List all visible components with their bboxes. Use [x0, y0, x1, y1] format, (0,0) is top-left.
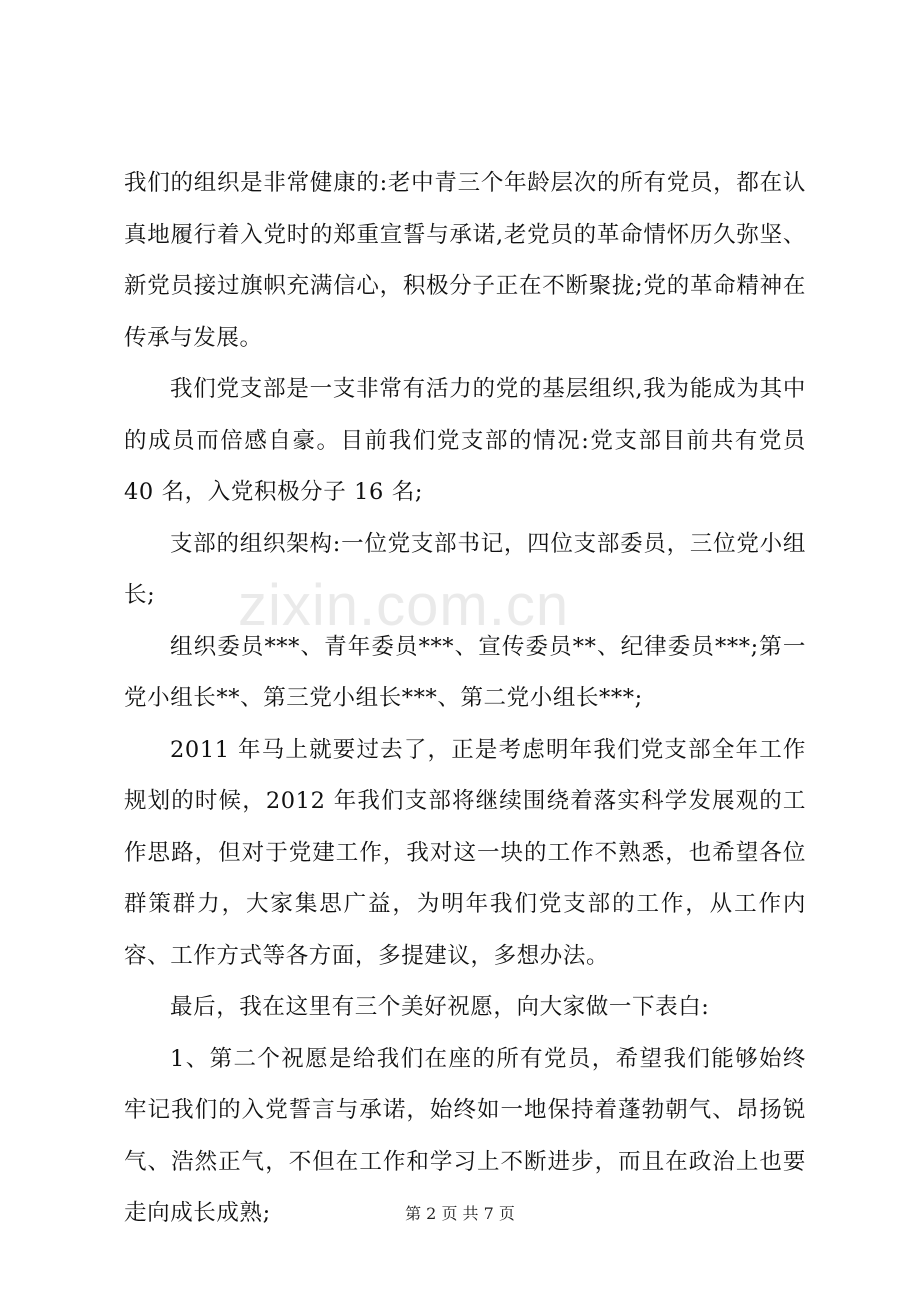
paragraph: 支部的组织架构:一位党支部书记，四位支部委员，三位党小组长;	[124, 530, 806, 608]
page-number-footer: 第 2 页 共 7 页	[405, 1204, 515, 1223]
paragraph: 组织委员***、青年委员***、宣传委员**、纪律委员***;第一党小组长**、第三党小组长***、第二党小组长***;	[124, 633, 806, 711]
paragraph: 我们的组织是非常健康的:老中青三个年龄层次的所有党员，都在认真地履行着入党时的郑重宣誓与承诺,老党员的革命情怀历久弥坚、新党员接过旗帜充满信心，积极分子正在不断聚拢;党的革命精神在传承与发展。	[124, 170, 806, 351]
paragraph: 我们党支部是一支非常有活力的党的基层组织,我为能成为其中的成员而倍感自豪。目前我们党支部的情况:党支部目前共有党员 40 名，入党积极分子 16 名;	[124, 376, 806, 505]
watermark: zixin.com.cn	[238, 573, 570, 638]
paragraph: 1、第二个祝愿是给我们在座的所有党员，希望我们能够始终牢记我们的入党誓言与承诺，始终如一地保持着蓬勃朝气、昂扬锐气、浩然正气，不但在工作和学习上不断进步，而且在政治上也要走向成长成熟;	[124, 1045, 806, 1226]
paragraph: 最后，我在这里有三个美好祝愿，向大家做一下表白:	[170, 994, 710, 1020]
document-body	[124, 158, 806, 1240]
paragraph: 2011 年马上就要过去了，正是考虑明年我们党支部全年工作规划的时候，2012 年我们支部将继续围绕着落实科学发展观的工作思路，但对于党建工作，我对这一块的工作不熟悉，也希望各位群策群力，大家集思广益，为明年我们党支部的工作，从工作内容、工作方式等各方面，多提建议，多想办法。	[124, 736, 806, 969]
